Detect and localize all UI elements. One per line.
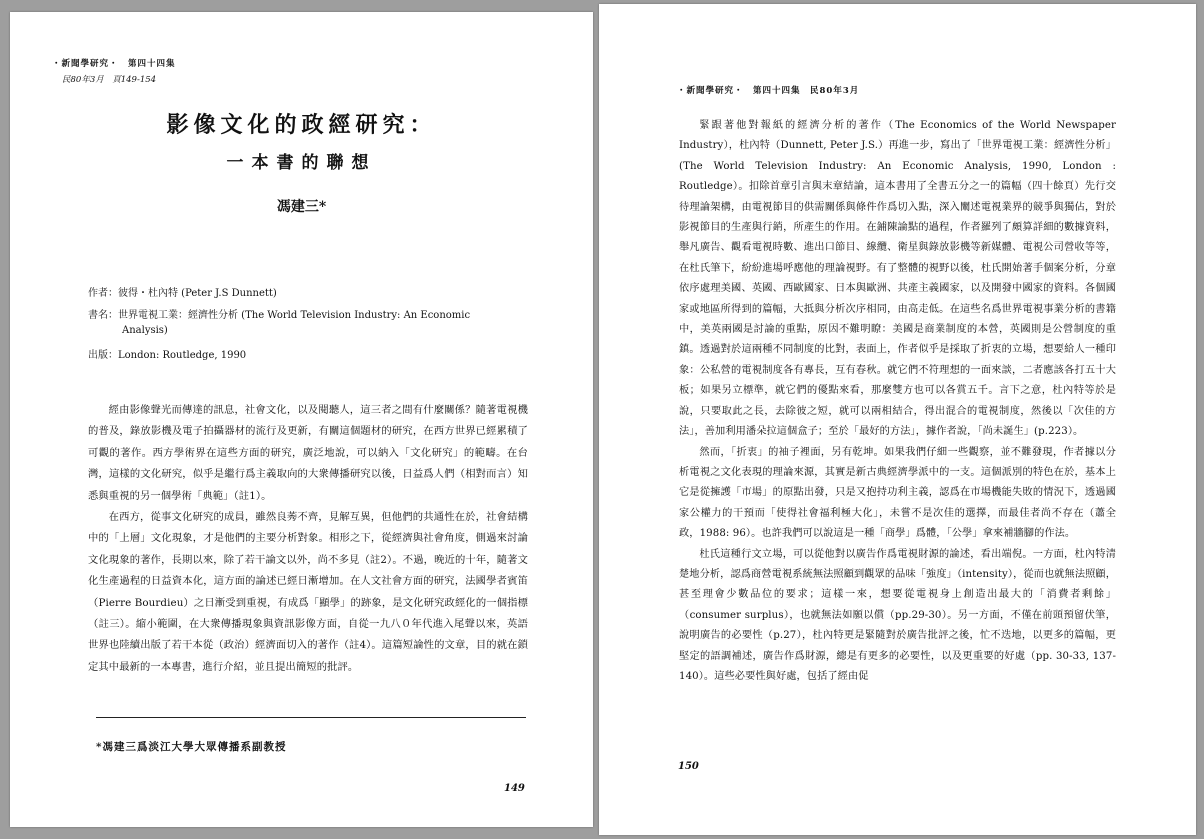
article-subtitle: 一本書的聯想 bbox=[226, 153, 377, 173]
book-title-line-cont: Analysis) bbox=[122, 325, 168, 336]
book-publisher-line: 出版：London: Routledge, 1990 bbox=[88, 350, 247, 361]
paragraph: 然而，「折衷」的袖子裡面，另有乾坤。如果我們仔細一些觀察，並不難發現，作者據以分析電視之文化表現的理論來源，其實是新古典經濟學派中的一支。這個派別的特色在於，基本上它是從擁護「市場」的原點出發，只是又抱持功利主義，認爲在市場機能失敗的情況下，透過國家公權力的干預而「使得社會福利極大化」，未嘗不是次佳的選擇，而最佳者尚不存在（蕭全政，1988: 96）。也許我們可以說這是一種「商學」爲體，「公學」拿來補牆腳的作法。 bbox=[679, 446, 1116, 540]
right-page bbox=[599, 4, 1196, 835]
issue-header: 民80年3月 頁149-154 bbox=[62, 75, 157, 85]
paragraph: 在西方，從事文化研究的成員，雖然良莠不齊，見解互異，但他們的共通性在於，社會結構中的「上層」文化現象，才是他們的主要分析對象。相形之下，從經濟與社會角度，側過來討論文化現象的著作，長期以來，除了若干論文以外，尚不多見（註2）。不過，晚近的十年，隨著文化生產過程的日益資本化，這方面的論述已經日漸增加。在人文社會方面的研究，法國學者賓笛（Pierre Bourdieu）之日漸受到重視，有成爲「顯學」的跡象，是文化研究政經化的一個指標（註三）。縮小範圍，在大衆傳播現象與資訊影像方面，自從一九八０年代進入尾聲以來，英語世界也陸續出版了若干本從（政治）經濟面切入的著作（註4）。這篇短論性的文章，目的就在鎖定其中最新的一本專書，進行介紹，並且提出簡短的批評。 bbox=[88, 511, 528, 673]
book-author-line: 作者：彼得・杜內特 (Peter J.S Dunnett) bbox=[88, 288, 277, 299]
left-body-text bbox=[88, 400, 528, 678]
paragraph: 緊跟著他對報紙的經濟分析的著作（The Economics of the World Newspaper Industry），杜內特（Dunnett, Peter J.S.）再進一步，寫出了「世界電視工業：經濟性分析」(The World Television Industry: An Economic Analysis, 1990, London : Routledge）。扣除首章引言與末章結論，這本書用了全書五分之一的篇幅（四十餘頁）先行交待理論架構，由電視節目的供需關係與條件作爲切入點，深入闡述電視業界的競爭與獨佔，對於影視節目的生產與行銷，所產生的作用。在鋪陳論點的過程，作者羅列了頗算詳細的數據資料，舉凡廣告、觀看電視時數、進出口節目、線纜、衛星與錄放影機等新媒體、電視公司營收等等，在杜氏筆下，紛紛進場呼應他的理論視野。有了整體的視野以後，杜氏開始著手個案分析，分章依序處理美國、英國、西歐國家、日本與歐洲、共產主義國家，以及開發中國家的資料。各個國家或地區所得到的篇幅，大抵與分析次序相同，由高走低。在這些名爲世界電視事業分析的書籍中，美英兩國是討論的重點，原因不難明瞭：美國是商業制度的本營，英國則是公營制度的重鎮。透過對於這兩種不同制度的比對，表面上，作者似乎是採取了折衷的立場，想要給人一種印象：公私營的電視制度各有專長，互有春秋。就它們不符理想的一面來談，二者應該各打五十大板；如果另立標準，就它們的優點來看，那麼雙方也可以各賞五千。言下之意，杜內特等於是說，只要取此之長，去除彼之短，就可以兩相結合，得出混合的電視制度，然後以「次佳的方法」，善加利用潘朵拉這個盒子；至於「最好的方法」，據作者說，「尚未誕生」(p.223）。 bbox=[679, 120, 1116, 438]
paragraph: 經由影像聲光而傳達的訊息，社會文化，以及閱聽人，這三者之間有什麼關係？隨著電視機的普及，錄放影機及電子拍攝器材的流行及更新，有關這個題材的研究，在西方世界已經累積了可觀的著作。西方學術界在這些方面的研究，廣泛地說，可以納入「文化研究」的範疇。在台灣，這樣的文化研究，似乎是繼行爲主義取向的大衆傳播研究以後，日益爲人們（相對而言）知悉與重視的另一個學術「典範」（註1）。 bbox=[88, 404, 528, 502]
page-number: 150 bbox=[678, 761, 699, 772]
book-title-line: 書名：世界電視工業：經濟性分析 (The World Television Industry: An Economic bbox=[88, 310, 471, 321]
page-number: 149 bbox=[504, 783, 525, 794]
article-title: 影像文化的政經研究： bbox=[166, 112, 437, 138]
footnote: *馮建三爲淡江大學大眾傳播系副教授 bbox=[96, 741, 287, 753]
footnote-divider bbox=[96, 717, 526, 718]
journal-header: ・新聞學研究・ 第四十四集 bbox=[52, 59, 176, 69]
paragraph: 杜氏這種行文立場，可以從他對以廣告作爲電視財源的論述，看出端倪。一方面，杜內特清楚地分析，認爲商營電視系統無法照顧到觀眾的品味「強度」（intensity），從而也就無法照顧，甚至理會少數品位的要求；這樣一來，想要從電視身上創造出最大的「消費者剩餘」（consumer surplus），也就無法如願以償（pp.29-30）。另一方面，不僅在前頭預留伏筆，說明廣告的必要性（p.27），杜內特更是緊隨對於廣告批評之後，忙不迭地，以更多的篇幅，更堅定的語調補述，廣告作爲財源，總是有更多的必要性，以及更重要的好處（pp. 30-33, 137-140）。這些必要性與好處，包括了經由促 bbox=[679, 548, 1116, 682]
left-page bbox=[10, 12, 593, 827]
right-body-text bbox=[679, 116, 1116, 687]
journal-header: ・新聞學研究・ 第四十四集 民80年3月 bbox=[677, 86, 860, 96]
article-author: 馮建三* bbox=[276, 199, 327, 215]
